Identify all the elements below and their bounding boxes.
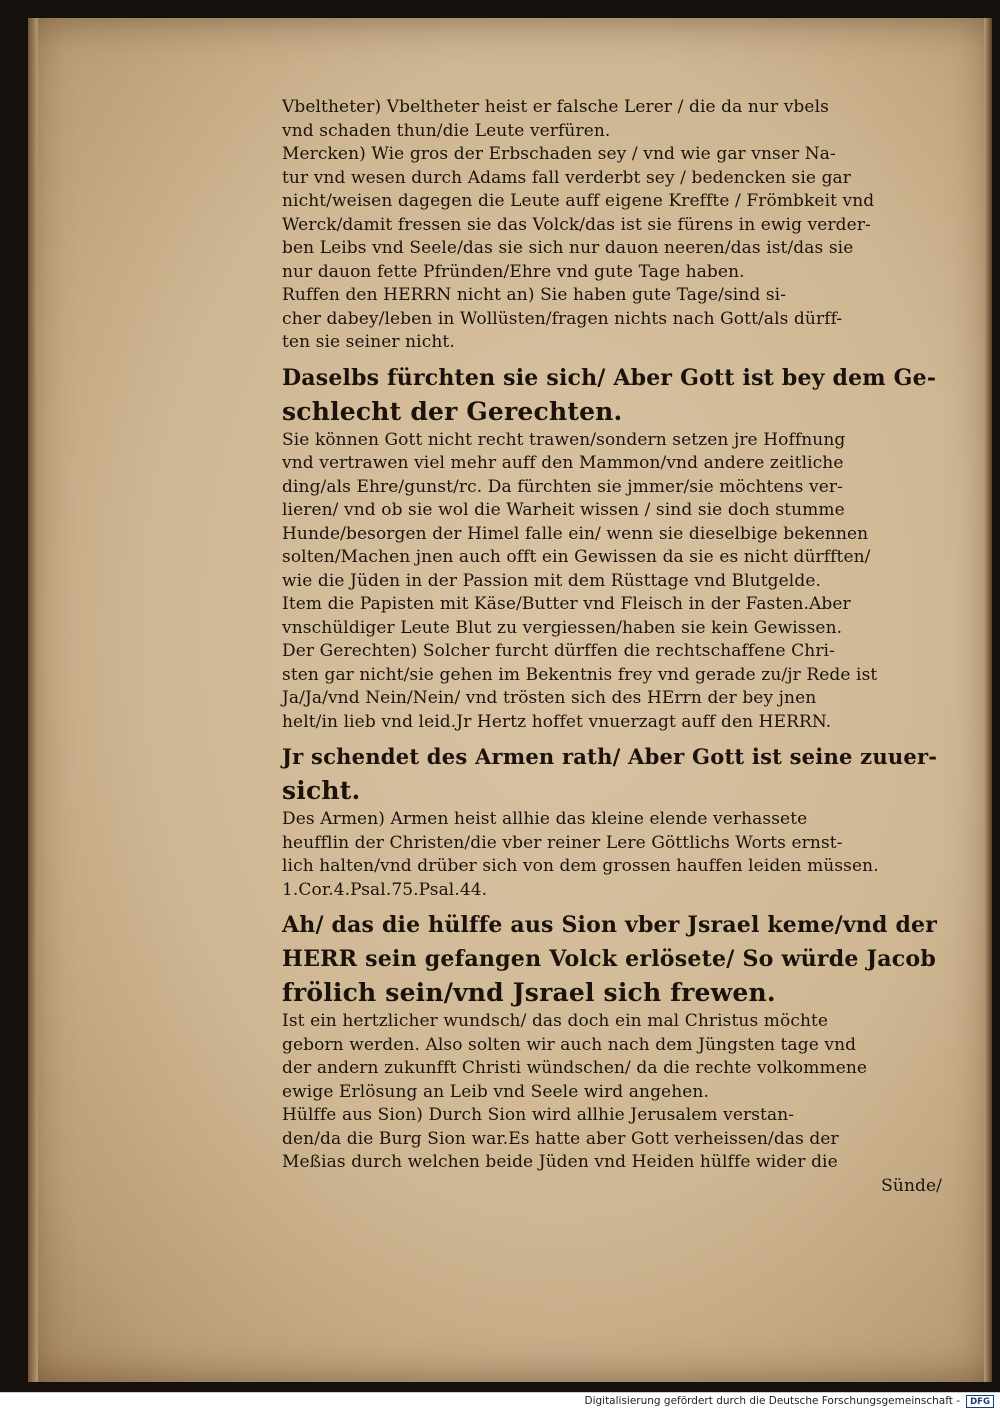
heading-line: HERR sein gefangen Volck erlösete/ So würde Jacob [282, 946, 936, 972]
catchword: Sünde/ [881, 1175, 942, 1196]
text-line: Der Gerechten) Solcher furcht dürffen die rechtschaffene Chri- [282, 641, 835, 661]
heading-line: sicht. [282, 776, 361, 805]
text-line: lich halten/vnd drüber sich von dem grossen hauffen leiden müssen. [282, 856, 879, 876]
text-line: geborn werden. Also solten wir auch nach dem Jüngsten tage vnd [282, 1034, 857, 1055]
heading-line: Daselbs fürchten sie sich/ Aber Gott ist bey dem Ge- [282, 364, 937, 391]
page-edge-left [28, 18, 38, 1382]
text-line: 1.Cor.4.Psal.75.Psal.44. [282, 879, 488, 900]
text-line: lieren/ vnd ob sie wol die Warheit wissen / sind sie doch stumme [282, 500, 845, 520]
footer-bar [0, 1392, 1000, 1410]
text-line: nicht/weisen dagegen die Leute auff eigene Kreffte / Frömbkeit vnd [282, 191, 875, 211]
page-text-block [282, 96, 942, 1198]
text-line: vnd vertrawen viel mehr auff den Mammon/vnd andere zeitliche [282, 453, 844, 473]
heading-line: schlecht der Gerechten. [282, 396, 623, 426]
text-line: Hunde/besorgen der Himel falle ein/ wenn sie dieselbige bekennen [282, 523, 869, 544]
dfg-logo: DFG [966, 1395, 994, 1408]
text-line: Ja/Ja/vnd Nein/Nein/ vnd trösten sich des HErrn der bey jnen [282, 688, 817, 708]
text-line: den/da die Burg Sion war.Es hatte aber Gott verheissen/das der [282, 1128, 839, 1149]
text-line: Sie können Gott nicht recht trawen/sondern setzen jre Hoffnung [282, 429, 846, 450]
text-line: wie die Jüden in der Passion mit dem Rüsttage vnd Blutgelde. [282, 570, 821, 591]
text-line: Vbeltheter) Vbeltheter heist er falsche Lerer / die da nur vbels [282, 97, 829, 117]
text-line: ben Leibs vnd Seele/das sie sich nur dauon neeren/das ist/das sie [282, 238, 854, 258]
text-line: Item die Papisten mit Käse/Butter vnd Fleisch in der Fasten.Aber [282, 594, 851, 614]
text-line: sten gar nicht/sie gehen im Bekentnis frey vnd gerade zu/jr Rede ist [282, 664, 878, 685]
page-edge-right [984, 18, 992, 1382]
text-line: Des Armen) Armen heist allhie das kleine elende verhassete [282, 809, 808, 829]
text-line: Hülffe aus Sion) Durch Sion wird allhie Jerusalem verstan- [282, 1105, 795, 1125]
text-line: tur vnd wesen durch Adams fall verderbt sey / bedencken sie gar [282, 167, 852, 188]
heading-line: Ah/ das die hülffe aus Sion vber Jsrael keme/vnd der [282, 912, 937, 938]
text-line: vnd schaden thun/die Leute verfüren. [282, 120, 611, 141]
text-line: der andern zukunfft Christi wündschen/ da die rechte volkommene [282, 1058, 868, 1078]
text-line: Werck/damit fressen sie das Volck/das ist sie fürens in ewig verder- [282, 214, 871, 235]
text-line: Meßias durch welchen beide Jüden vnd Heiden hülffe wider die [282, 1152, 838, 1172]
text-line: cher dabey/leben in Wollüsten/fragen nichts nach Gott/als dürff- [282, 308, 843, 329]
heading-line: frölich sein/vnd Jsrael sich frewen. [282, 978, 776, 1007]
text-line: Mercken) Wie gros der Erbschaden sey / vnd wie gar vnser Na- [282, 144, 836, 164]
text-line: solten/Machen jnen auch offt ein Gewissen da sie es nicht dürfften/ [282, 547, 871, 567]
text-line: Ist ein hertzlicher wundsch/ das doch ein mal Christus möchte [282, 1011, 829, 1031]
funding-credit: Digitalisierung gefördert durch die Deutsche Forschungsgemeinschaft - [584, 1395, 960, 1407]
text-line: Ruffen den HERRN nicht an) Sie haben gute Tage/sind si- [282, 285, 787, 305]
text-line: helt/in lieb vnd leid.Jr Hertz hoffet vnuerzagt auff den HERRN. [282, 711, 832, 732]
text-line: ding/als Ehre/gunst/rc. Da fürchten sie jmmer/sie möchtens ver- [282, 476, 843, 497]
text-line: ewige Erlösung an Leib vnd Seele wird angehen. [282, 1081, 709, 1102]
text-line: heufflin der Christen/die vber reiner Lere Göttlichs Worts ernst- [282, 832, 843, 853]
text-line: vnschüldiger Leute Blut zu vergiessen/haben sie kein Gewissen. [282, 617, 843, 638]
text-line: ten sie seiner nicht. [282, 332, 455, 352]
text-line: nur dauon fette Pfründen/Ehre vnd gute Tage haben. [282, 261, 745, 282]
heading-line: Jr schendet des Armen rath/ Aber Gott ist seine zuuer- [282, 744, 938, 769]
